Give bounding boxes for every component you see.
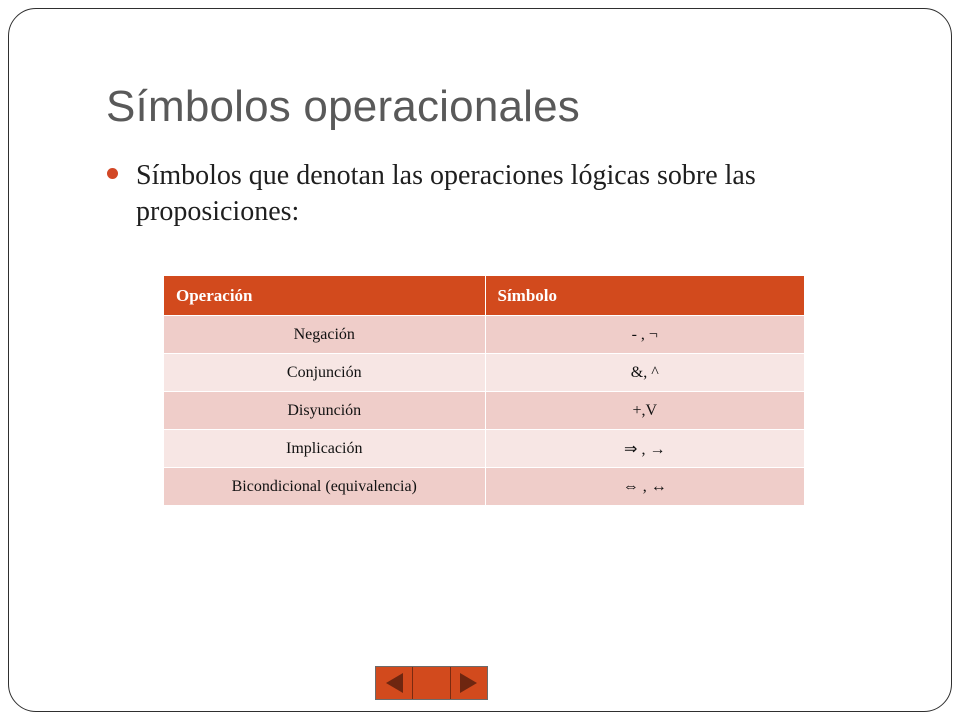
- bullet-icon: [107, 168, 118, 179]
- symbol-cell: ⇒ , →: [485, 430, 804, 468]
- operations-table: [164, 276, 804, 505]
- bullet-text: Símbolos que denotan las operaciones lógicas sobre las proposiciones:: [136, 160, 756, 227]
- home-icon: [420, 671, 442, 695]
- operation-cell: Conjunción: [164, 354, 485, 392]
- symbol-cell: - , ¬: [485, 316, 804, 354]
- slide-title: Símbolos operacionales: [106, 82, 581, 131]
- symbol-cell: &, ^: [485, 354, 804, 392]
- home-button[interactable]: [413, 667, 450, 699]
- operation-cell: Disyunción: [164, 392, 485, 430]
- header-symbol: Símbolo: [485, 276, 804, 316]
- table-row: [164, 354, 804, 392]
- next-slide-button[interactable]: [451, 667, 487, 699]
- table-row: [164, 468, 804, 506]
- table-header-row: [164, 276, 804, 316]
- slide-navigation: [375, 666, 488, 700]
- table-row: [164, 392, 804, 430]
- triangle-right-icon: [458, 671, 480, 695]
- operation-cell: Implicación: [164, 430, 485, 468]
- header-operation: Operación: [164, 276, 485, 316]
- table-row: [164, 316, 804, 354]
- symbol-cell: +,V: [485, 392, 804, 430]
- operation-cell: Negación: [164, 316, 485, 354]
- symbol-cell: ⇔ , ↔: [485, 468, 804, 506]
- table-row: [164, 430, 804, 468]
- operation-cell: Bicondicional (equivalencia): [164, 468, 485, 506]
- previous-slide-button[interactable]: [376, 667, 413, 699]
- triangle-left-icon: [383, 671, 405, 695]
